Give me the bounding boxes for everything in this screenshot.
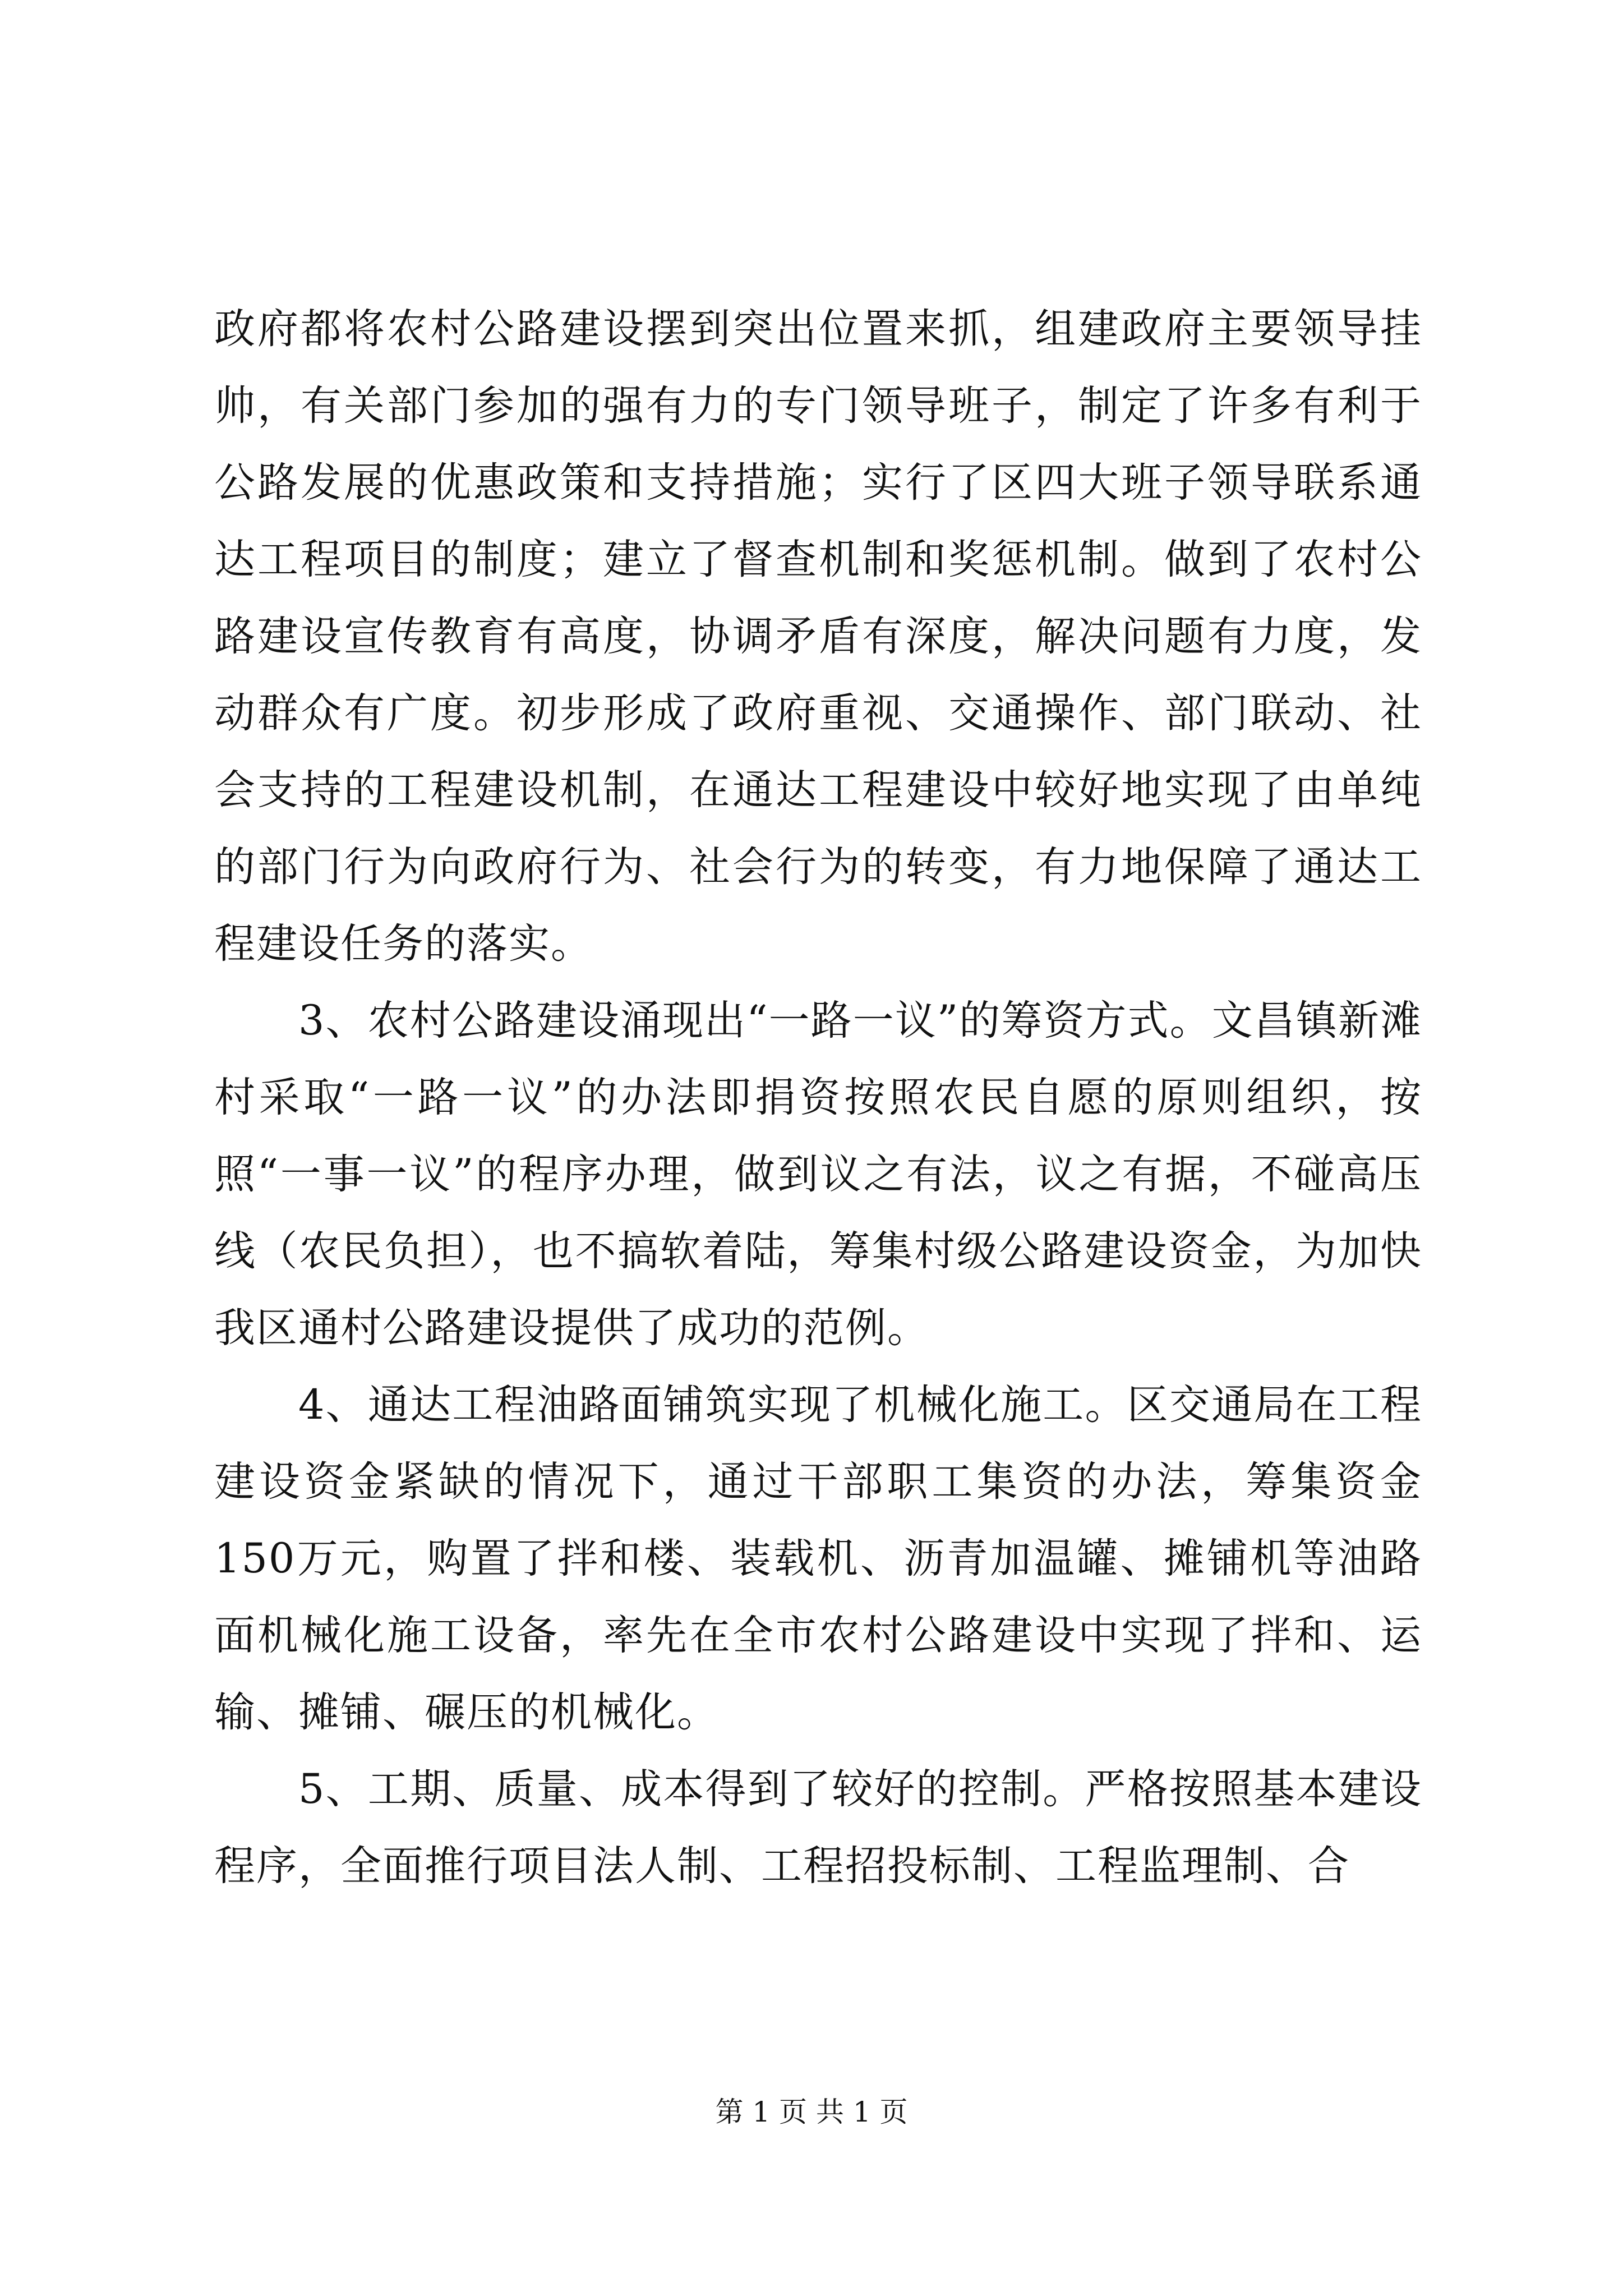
page-number-label: 第 1 页 共 1 页 — [715, 2096, 908, 2128]
paragraph-continuation: 政府都将农村公路建设摆到突出位置来抓，组建政府主要领导挂帅，有关部门参加的强有力的专门领导班子，制定了许多有利于公路发展的优惠政策和支持措施；实行了区四大班子领导联系通达工程项目的制度；建立了督查机制和奖惩机制。做到了农村公路建设宣传教育有高度，协调矛盾有深度，解决问题有力度，发动群众有广度。初步形成了政府重视、交通操作、部门联动、社会支持的工程建设机制，在通达工程建设中较好地实现了由单纯的部门行为向政府行为、社会行为的转变，有力地保障了通达工程建设任务的落实。 — [214, 305, 1422, 968]
paragraph-item-5: 5、工期、质量、成本得到了较好的控制。严格按照基本建设程序，全面推行项目法人制、工程招投标制、工程监理制、合 — [214, 1765, 1422, 1890]
page-footer — [0, 2095, 1623, 2129]
paragraph-item-4: 4、通达工程油路面铺筑实现了机械化施工。区交通局在工程建设资金紧缺的情况下，通过干部职工集资的办法，筹集资金150万元，购置了拌和楼、装载机、沥青加温罐、摊铺机等油路面机械化施工设备，率先在全市农村公路建设中实现了拌和、运输、摊铺、碾压的机械化。 — [214, 1381, 1422, 1736]
document-body — [214, 291, 1422, 1904]
paragraph-item-3: 3、农村公路建设涌现出“一路一议”的筹资方式。文昌镇新滩村采取“一路一议”的办法即捐资按照农民自愿的原则组织，按照“一事一议”的程序办理，做到议之有法，议之有据，不碰高压线（农民负担），也不搞软着陆，筹集村级公路建设资金，为加快我区通村公路建设提供了成功的范例。 — [214, 997, 1422, 1352]
